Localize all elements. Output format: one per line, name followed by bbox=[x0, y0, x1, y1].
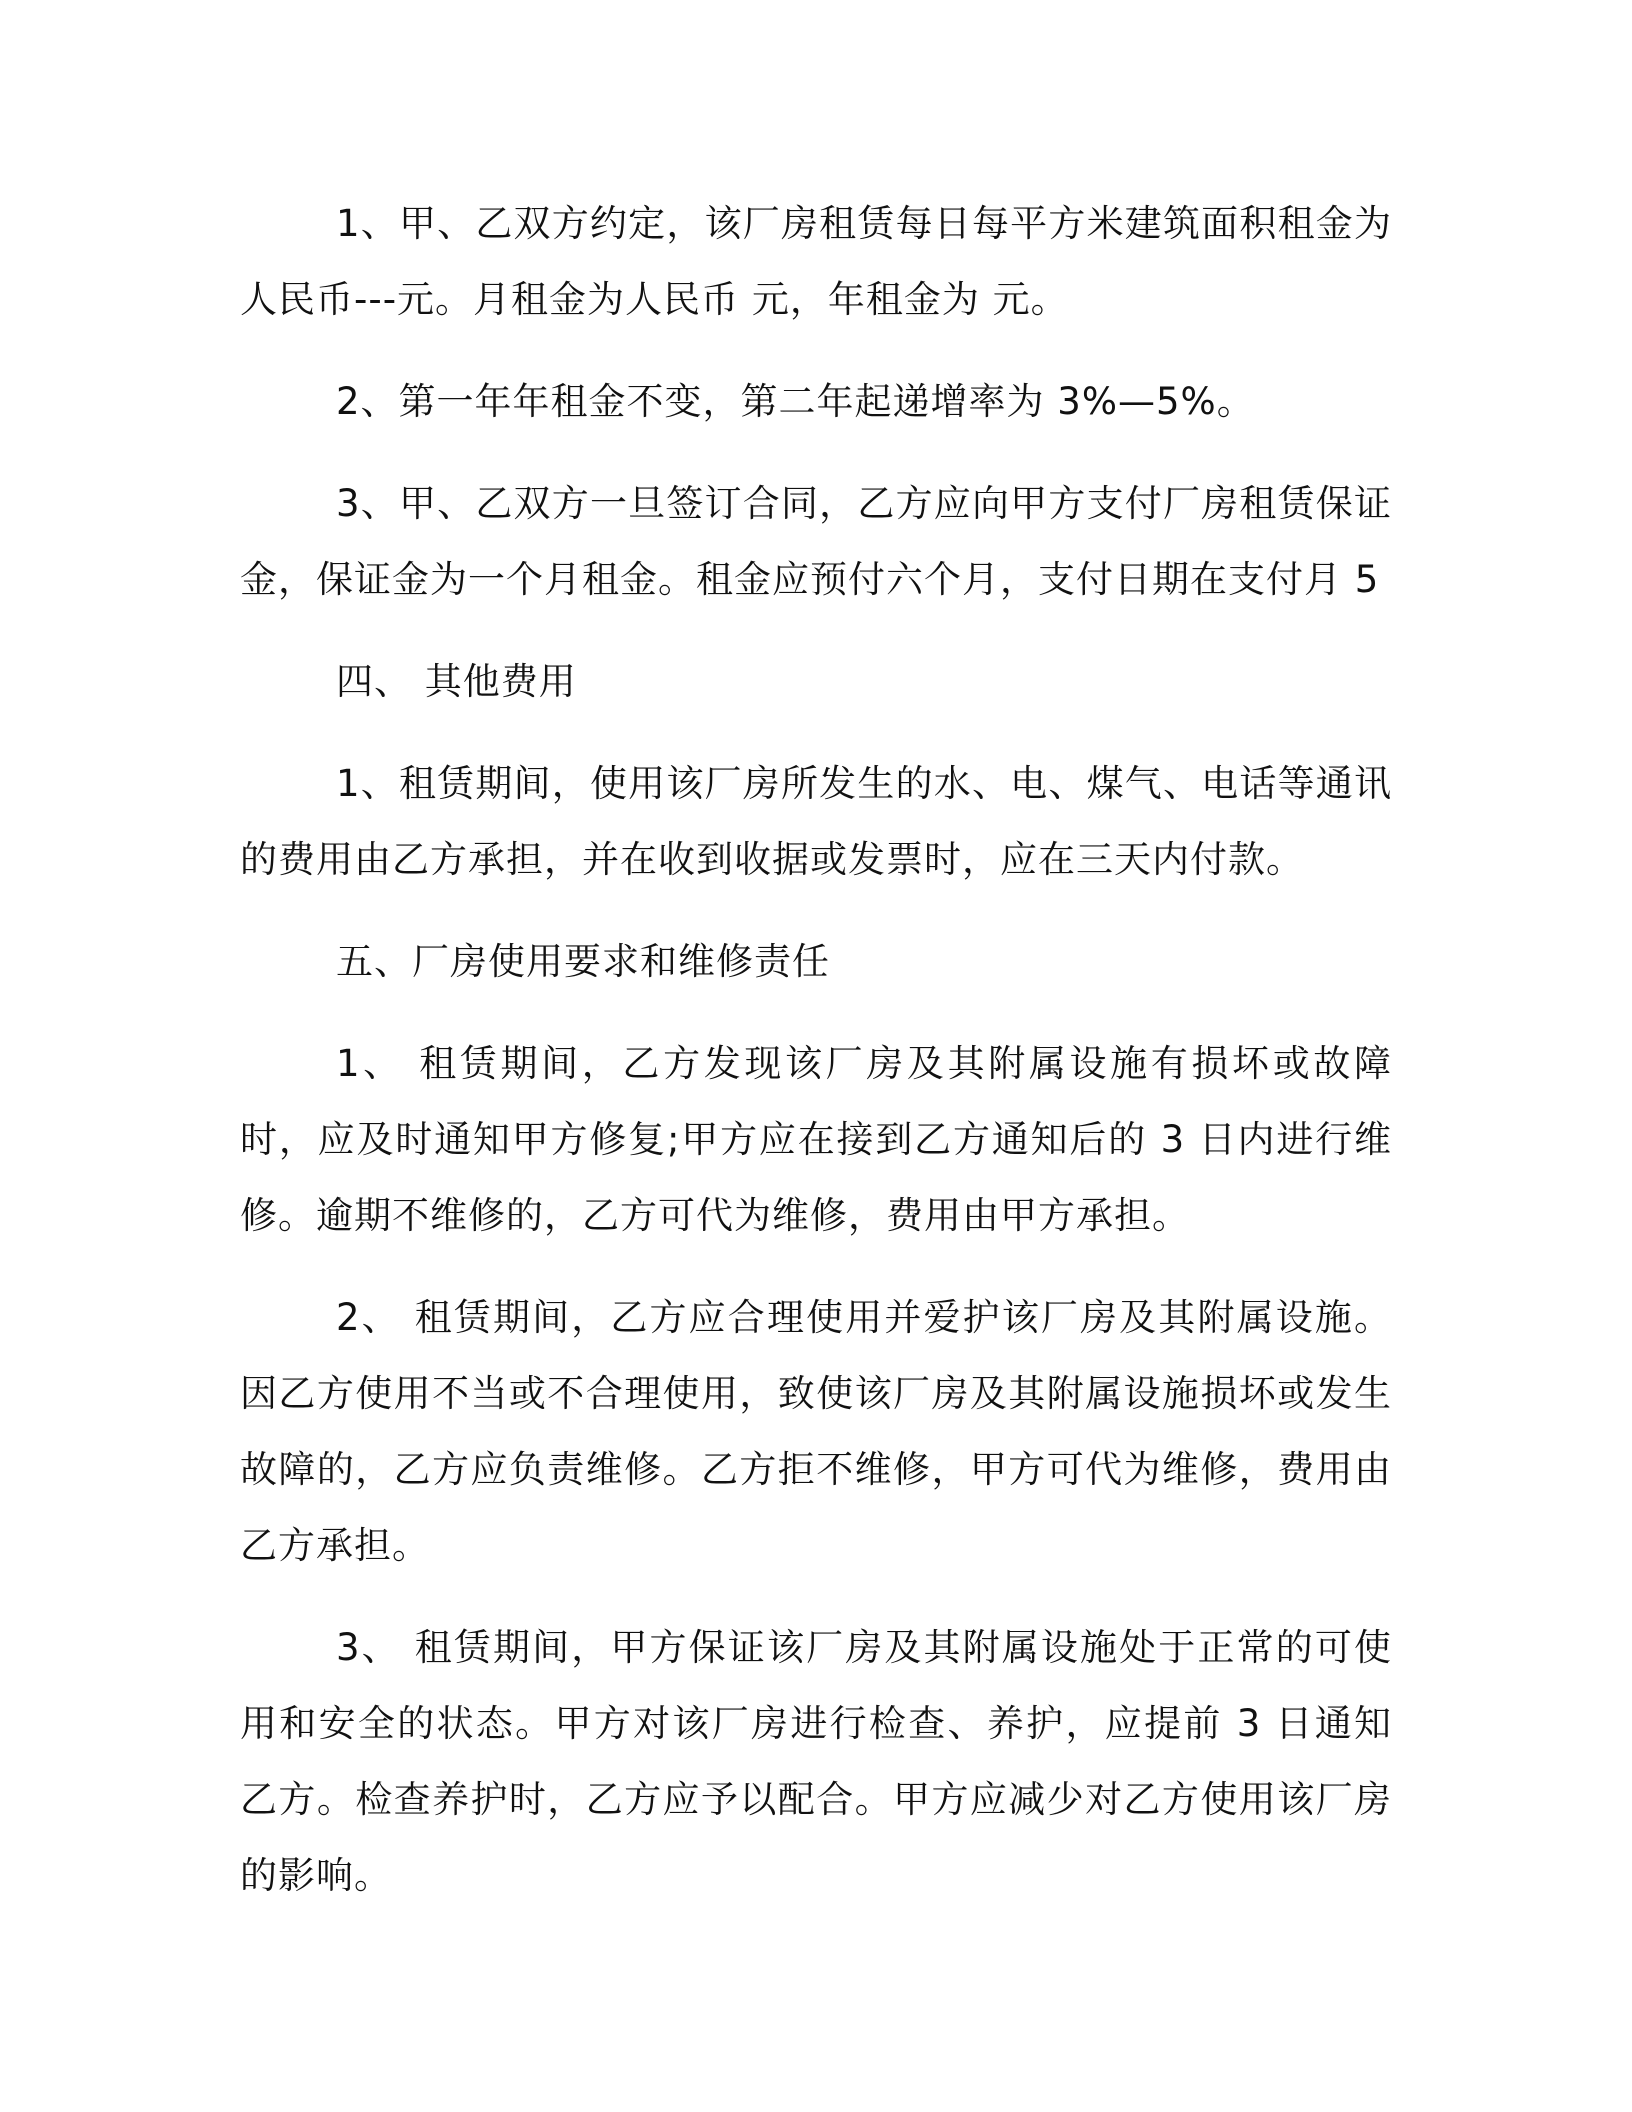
paragraph-inspection: 3、 租赁期间，甲方保证该厂房及其附属设施处于正常的可使用和安全的状态。甲方对该厂房进行检查、养护，应提前 3 日通知乙方。检查养护时，乙方应予以配合。甲方应减少对乙方使用该厂房的影响。 bbox=[240, 1626, 1392, 1897]
paragraph-rent-increase: 2、第一年年租金不变，第二年起递增率为 3%—5%。 bbox=[336, 380, 1255, 423]
section-heading-usage-maintenance: 五、厂房使用要求和维修责任 bbox=[336, 940, 830, 983]
section-heading-other-fees: 四、 其他费用 bbox=[336, 660, 577, 703]
paragraph-deposit: 3、甲、乙双方一旦签订合同，乙方应向甲方支付厂房租赁保证金，保证金为一个月租金。租金应预付六个月，支付日期在支付月 5 bbox=[240, 482, 1392, 601]
paragraph-rent-amount: 1、甲、乙双方约定，该厂房租赁每日每平方米建筑面积租金为人民币---元。月租金为人民币 元，年租金为 元。 bbox=[240, 202, 1392, 321]
paragraph-proper-use: 2、 租赁期间，乙方应合理使用并爱护该厂房及其附属设施。因乙方使用不当或不合理使用，致使该厂房及其附属设施损坏或发生故障的，乙方应负责维修。乙方拒不维修，甲方可代为维修，费用由乙方承担。 bbox=[240, 1296, 1392, 1567]
document-body bbox=[240, 186, 1392, 1940]
paragraph-utility-fees: 1、租赁期间，使用该厂房所发生的水、电、煤气、电话等通讯的费用由乙方承担，并在收到收据或发票时，应在三天内付款。 bbox=[240, 762, 1392, 881]
paragraph-repair-notice: 1、 租赁期间，乙方发现该厂房及其附属设施有损坏或故障时，应及时通知甲方修复;甲方应在接到乙方通知后的 3 日内进行维修。逾期不维修的，乙方可代为维修，费用由甲方承担。 bbox=[240, 1042, 1392, 1237]
